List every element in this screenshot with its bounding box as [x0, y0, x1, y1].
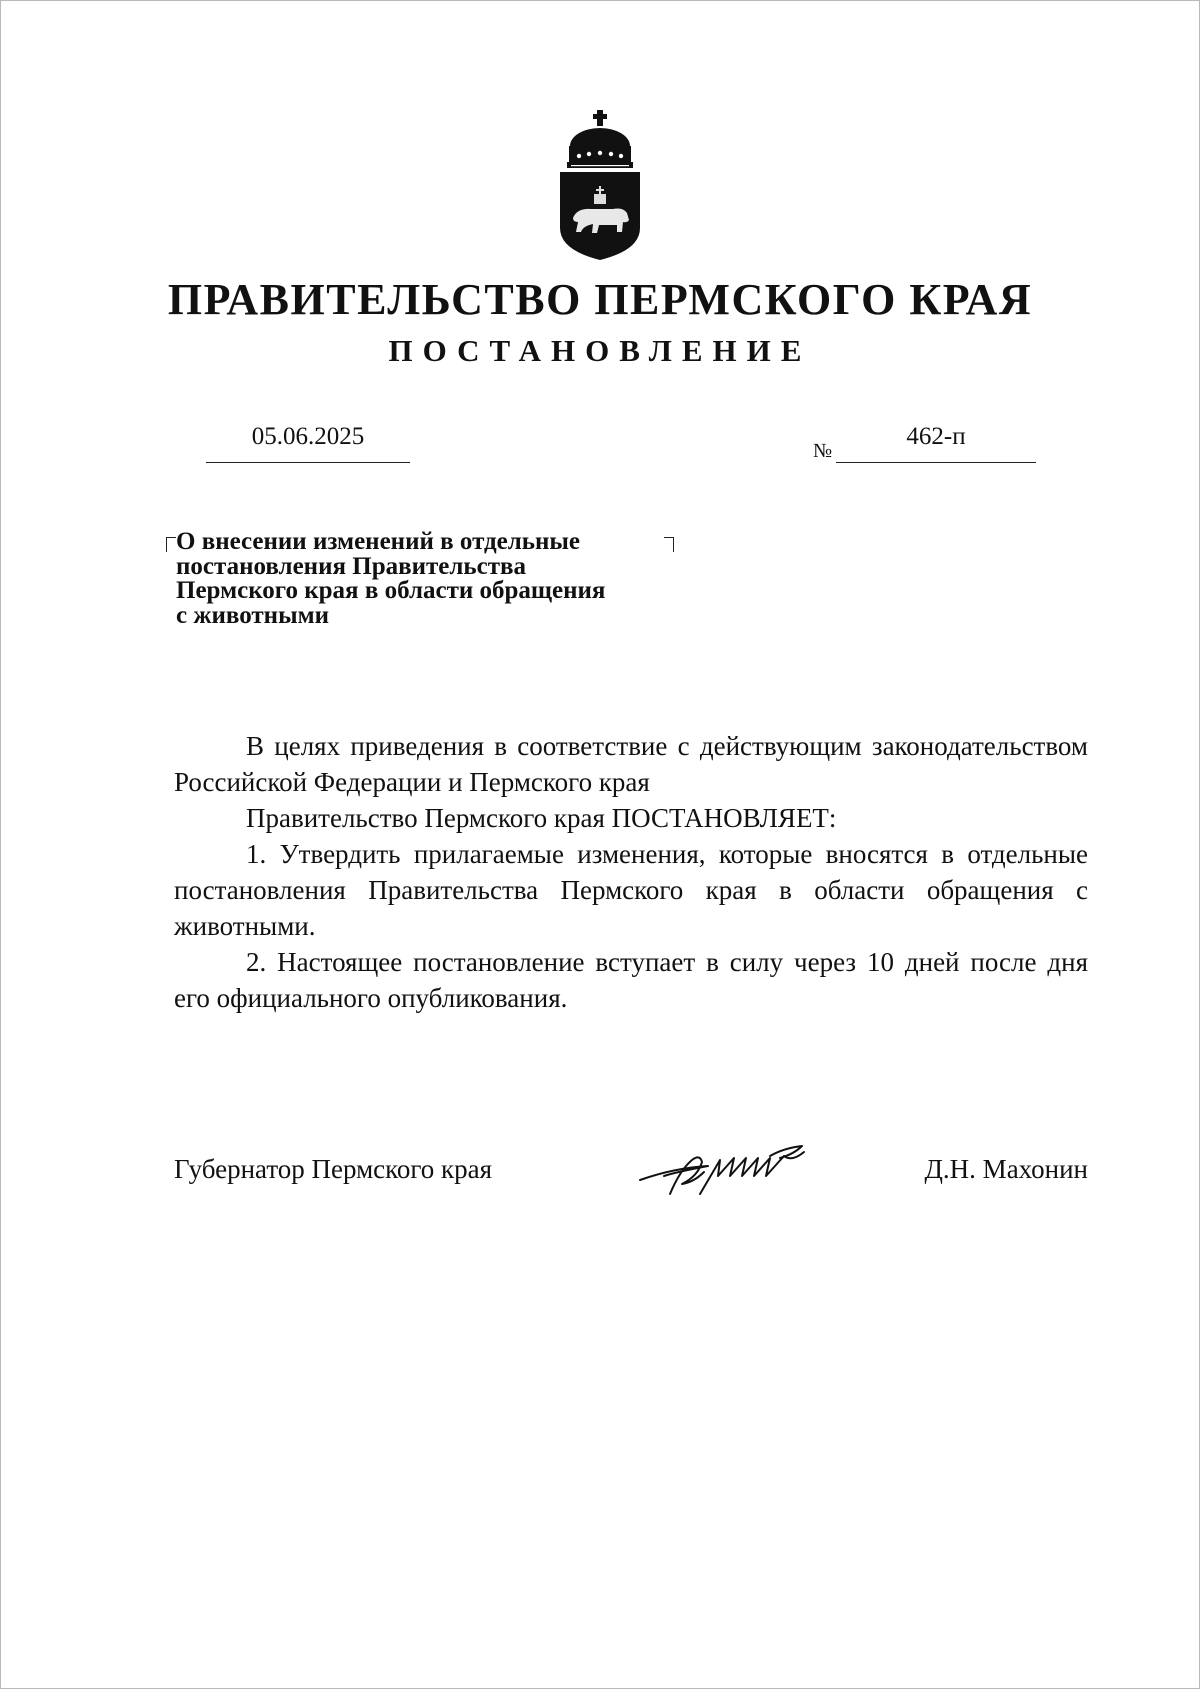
subject-line: Пермского края в области обращения	[176, 577, 606, 604]
perm-krai-coat-of-arms-icon	[553, 110, 647, 262]
document-subject	[176, 530, 696, 628]
document-number: 462-п	[836, 420, 1036, 463]
number-sign: №	[813, 440, 833, 462]
signature-block	[174, 1150, 1088, 1210]
handwritten-signature-icon	[634, 1136, 814, 1206]
document-type: ПОСТАНОВЛЕНИЕ	[388, 333, 812, 368]
body-paragraph: 1. Утвердить прилагаемые изменения, которые вносятся в отдельные постановления Правительства Пермского края в области обращения с животными.	[174, 839, 1088, 941]
subject-line: постановления Правительства	[176, 552, 526, 580]
signatory-name: Д.Н. Махонин	[924, 1154, 1088, 1184]
government-title: ПРАВИТЕЛЬСТВО ПЕРМСКОГО КРАЯ	[167, 275, 1033, 324]
body-paragraph: 2. Настоящее постановление вступает в силу через 10 дней после дня его официального опубликования.	[174, 947, 1088, 1013]
document-body	[174, 728, 1088, 1016]
subject-line: О внесении изменений в отдельные	[176, 528, 581, 555]
subject-corner-left	[166, 537, 176, 552]
subject-line: с животными	[176, 601, 330, 629]
body-paragraph: В целях приведения в соответствие с действующим законодательством Российской Федерации и Пермского края	[174, 731, 1088, 797]
document-date: 05.06.2025	[206, 420, 410, 463]
signatory-title: Губернатор Пермского края	[174, 1154, 493, 1184]
body-paragraph: Правительство Пермского края ПОСТАНОВЛЯЕТ:	[246, 803, 837, 833]
